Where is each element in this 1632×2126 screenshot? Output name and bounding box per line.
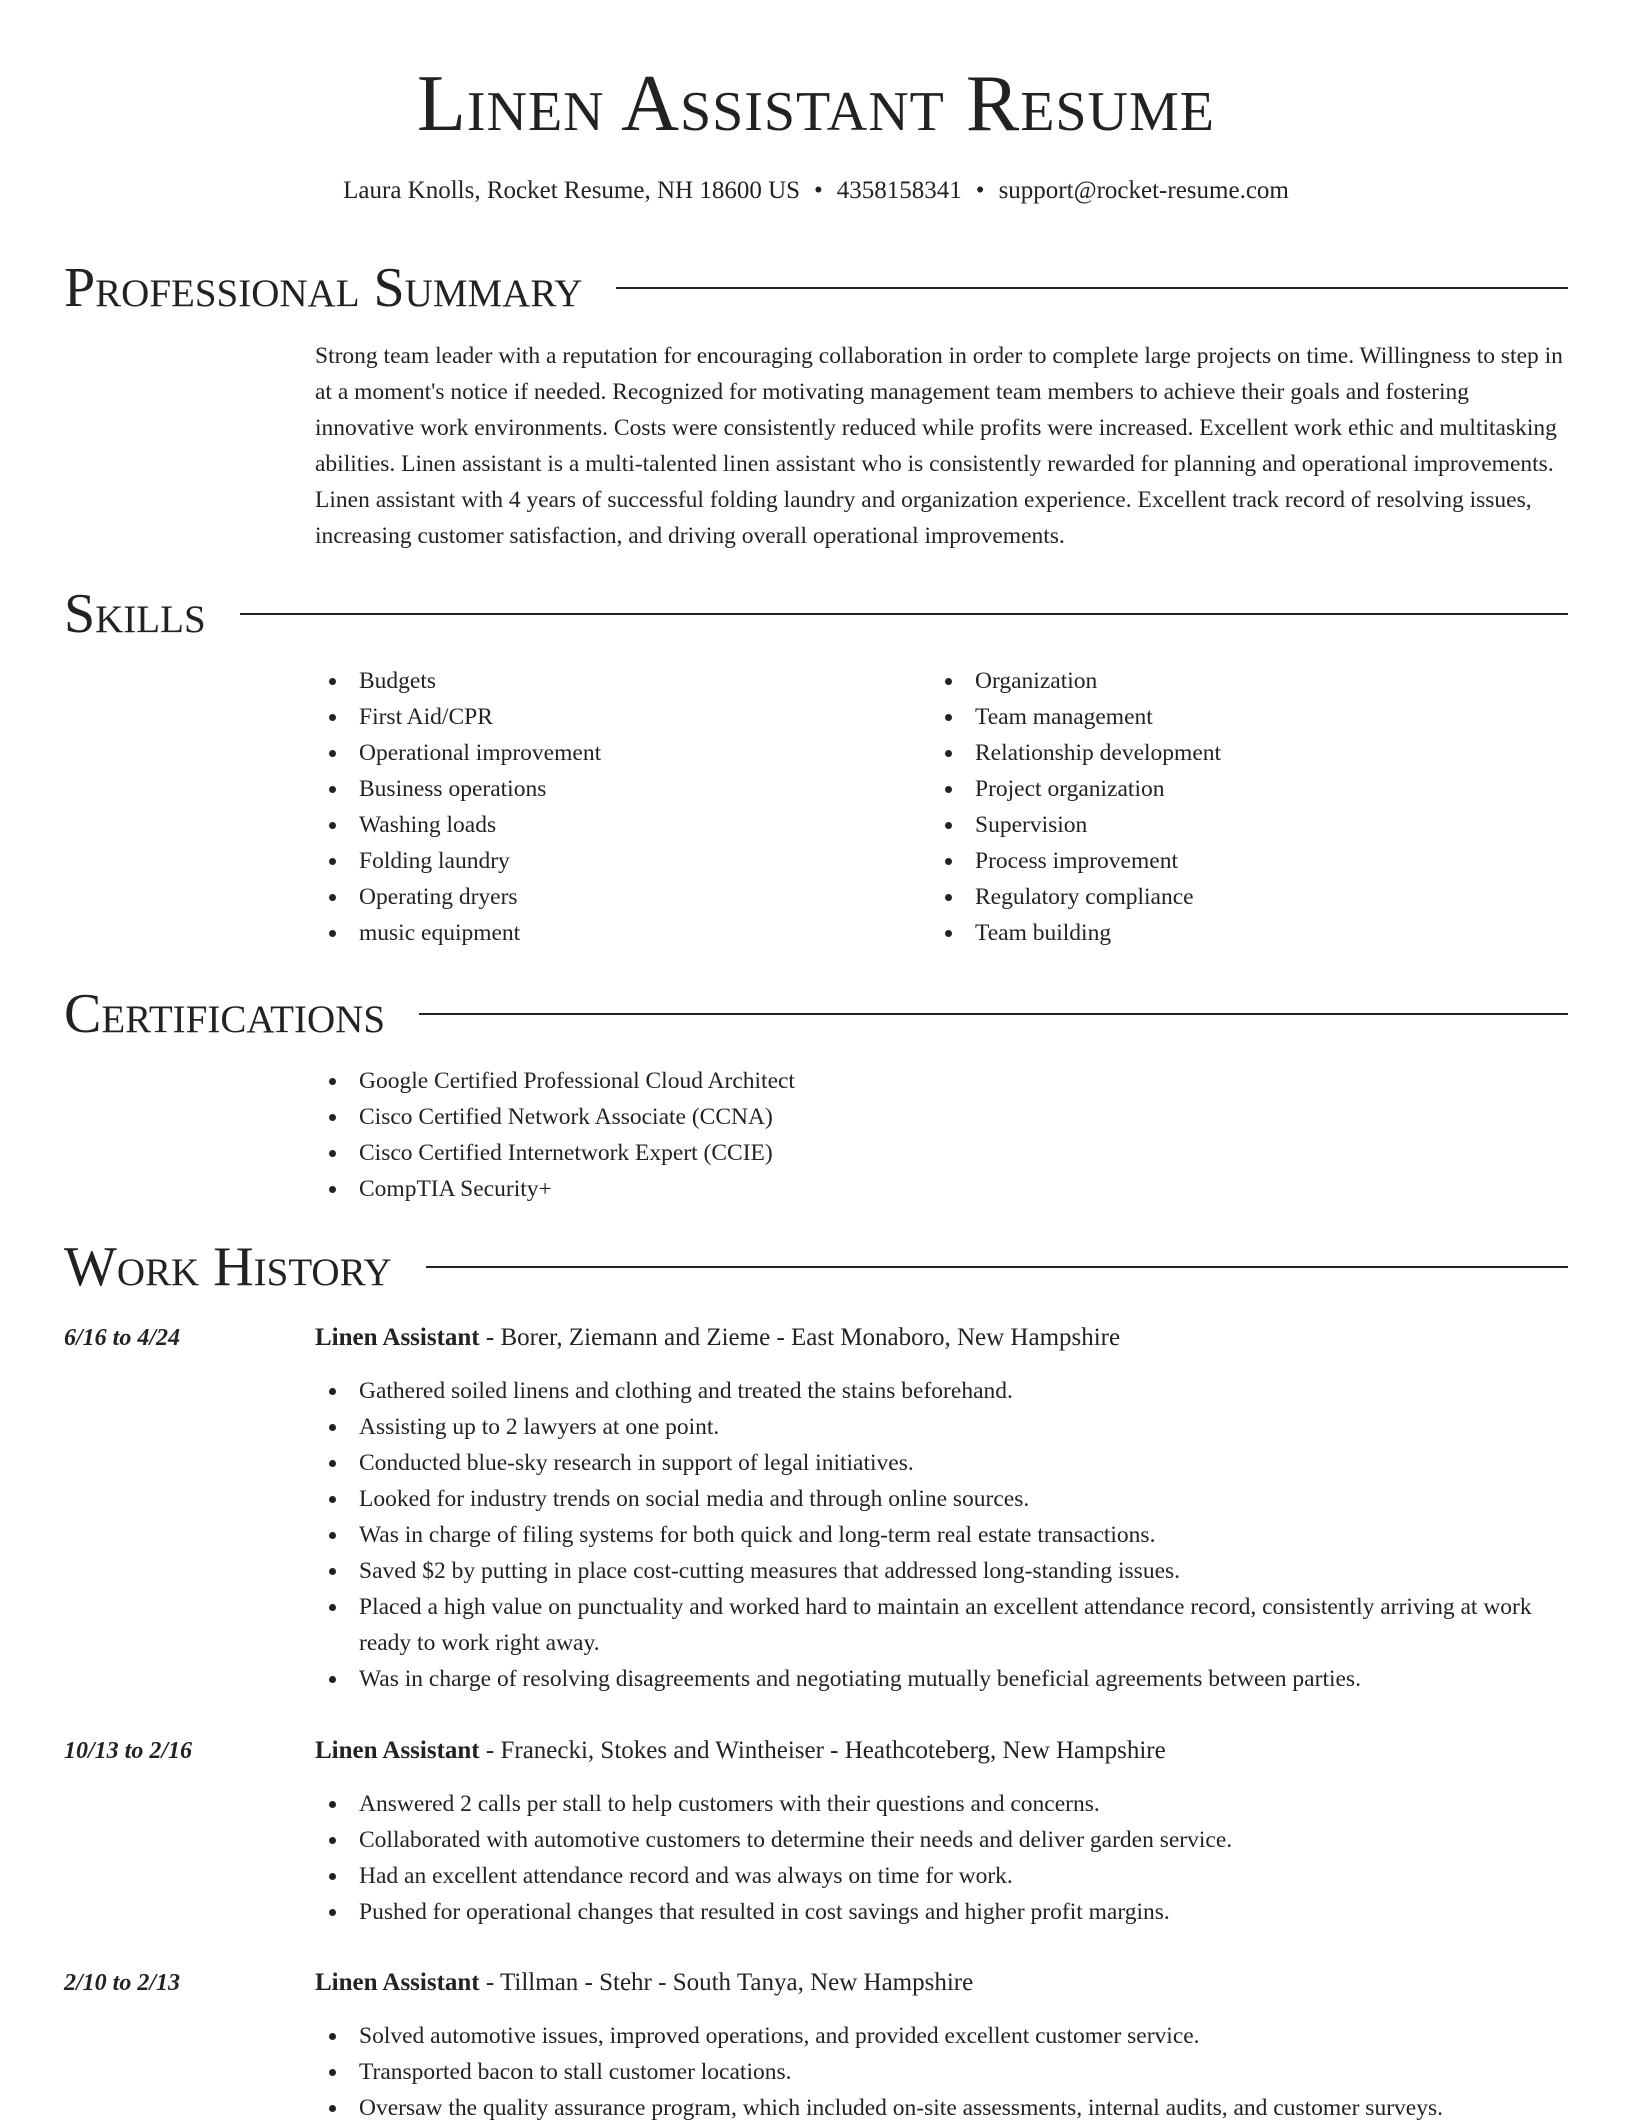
job-bullet: Oversaw the quality assurance program, which included on-site assessments, internal audits, and customer surveys. [315, 2090, 1568, 2126]
contact-email[interactable]: support@rocket-resume.com [998, 177, 1289, 204]
skill-item: Operating dryers [315, 879, 915, 915]
skill-item: Relationship development [931, 735, 1551, 771]
skill-item: music equipment [315, 915, 915, 951]
skills-list-left [315, 663, 915, 951]
skill-item: Team building [931, 915, 1551, 951]
job-dates: 6/16 to 4/24 [64, 1325, 181, 1351]
job-bullet: Was in charge of resolving disagreements and negotiating mutually beneficial agreements between parties. [315, 1661, 1568, 1697]
job-bullet: Placed a high value on punctuality and worked hard to maintain an excellent attendance record, consistently arriving at work ready to work right away. [315, 1589, 1568, 1661]
job-dates: 10/13 to 2/16 [64, 1738, 193, 1764]
contact-separator: • [814, 177, 823, 204]
skills-list-right [931, 663, 1551, 951]
certification-item: Google Certified Professional Cloud Architect [315, 1063, 1568, 1099]
job-employer: - Franecki, Stokes and Wintheiser - Heathcoteberg, New Hampshire [479, 1737, 1166, 1764]
certification-item: Cisco Certified Internetwork Expert (CCIE) [315, 1135, 1568, 1171]
contact-phone: 4358158341 [836, 177, 962, 204]
job-bullet: Answered 2 calls per stall to help customers with their questions and concerns. [315, 1786, 1568, 1822]
skill-item: Supervision [931, 807, 1551, 843]
section-title-certifications: Certifications [64, 983, 386, 1045]
section-title-skills: Skills [64, 583, 206, 645]
job-role: Linen Assistant [315, 1737, 480, 1764]
job-bullet: Solved automotive issues, improved operations, and provided excellent customer service. [315, 2018, 1568, 2054]
certifications-section-header [64, 982, 1568, 1046]
skill-item: Budgets [315, 663, 915, 699]
job-bullet: Had an excellent attendance record and was always on time for work. [315, 1858, 1568, 1894]
skill-item: Washing loads [315, 807, 915, 843]
job-bullet: Transported bacon to stall customer locations. [315, 2054, 1568, 2090]
summary-section-header [64, 256, 1568, 320]
section-title-work-history: Work History [64, 1236, 392, 1298]
skills-section-header [64, 582, 1568, 646]
resume-title: Linen Assistant Resume [416, 60, 1215, 148]
job-dates: 2/10 to 2/13 [64, 1970, 181, 1996]
section-divider [426, 1266, 1568, 1268]
job-employer: - Borer, Ziemann and Zieme - East Monaboro, New Hampshire [479, 1324, 1121, 1351]
job-responsibilities [315, 1786, 1568, 1930]
job-employer: - Tillman - Stehr - South Tanya, New Hampshire [479, 1969, 974, 1996]
certification-item: Cisco Certified Network Associate (CCNA) [315, 1099, 1568, 1135]
job-role: Linen Assistant [315, 1969, 480, 1996]
certification-item: CompTIA Security+ [315, 1171, 1568, 1207]
job-responsibilities [315, 2018, 1568, 2126]
job-title-line [315, 1733, 1568, 1769]
skill-item: Project organization [931, 771, 1551, 807]
contact-address: Laura Knolls, Rocket Resume, NH 18600 US [343, 177, 801, 204]
job-bullet: Collaborated with automotive customers to determine their needs and deliver garden service. [315, 1822, 1568, 1858]
contact-separator: • [975, 177, 985, 204]
skill-item: First Aid/CPR [315, 699, 915, 735]
skill-item: Folding laundry [315, 843, 915, 879]
summary-text: Strong team leader with a reputation for encouraging collaboration in order to complete large projects on time. Willingness to step in at a moment's notice if needed. Recognized for motivating management team members to achieve their goals and fostering innovative work environments. Costs were consistently reduced while profits were increased. Excellent work ethic and multitasking abilities. Linen assistant is a multi-talented linen assistant who is consistently rewarded for planning and operational improvements. Linen assistant with 4 years of successful folding laundry and organization experience. Excellent track record of resolving issues, increasing customer satisfaction, and driving overall operational improvements. [315, 343, 1563, 549]
job-bullet: Looked for industry trends on social media and through online sources. [315, 1481, 1568, 1517]
certifications-list [315, 1063, 1568, 1207]
work-history-section-header [64, 1235, 1568, 1299]
job-bullet: Conducted blue-sky research in support of legal initiatives. [315, 1445, 1568, 1481]
skill-item: Business operations [315, 771, 915, 807]
section-divider [419, 1013, 1568, 1015]
contact-line [0, 174, 1632, 208]
job-bullet: Saved $2 by putting in place cost-cutting measures that addressed long-standing issues. [315, 1553, 1568, 1589]
skill-item: Organization [931, 663, 1551, 699]
section-title-summary: Professional Summary [64, 257, 583, 319]
job-title-line [315, 1320, 1568, 1356]
job-bullet: Assisting up to 2 lawyers at one point. [315, 1409, 1568, 1445]
job-title-line [315, 1965, 1568, 2001]
section-divider [616, 287, 1568, 289]
job-bullet: Pushed for operational changes that resulted in cost savings and higher profit margins. [315, 1894, 1568, 1930]
skill-item: Process improvement [931, 843, 1551, 879]
skill-item: Team management [931, 699, 1551, 735]
skill-item: Regulatory compliance [931, 879, 1551, 915]
section-divider [240, 613, 1568, 615]
job-responsibilities [315, 1373, 1568, 1697]
job-role: Linen Assistant [315, 1324, 480, 1351]
job-bullet: Gathered soiled linens and clothing and treated the stains beforehand. [315, 1373, 1568, 1409]
job-bullet: Was in charge of filing systems for both quick and long-term real estate transactions. [315, 1517, 1568, 1553]
skill-item: Operational improvement [315, 735, 915, 771]
